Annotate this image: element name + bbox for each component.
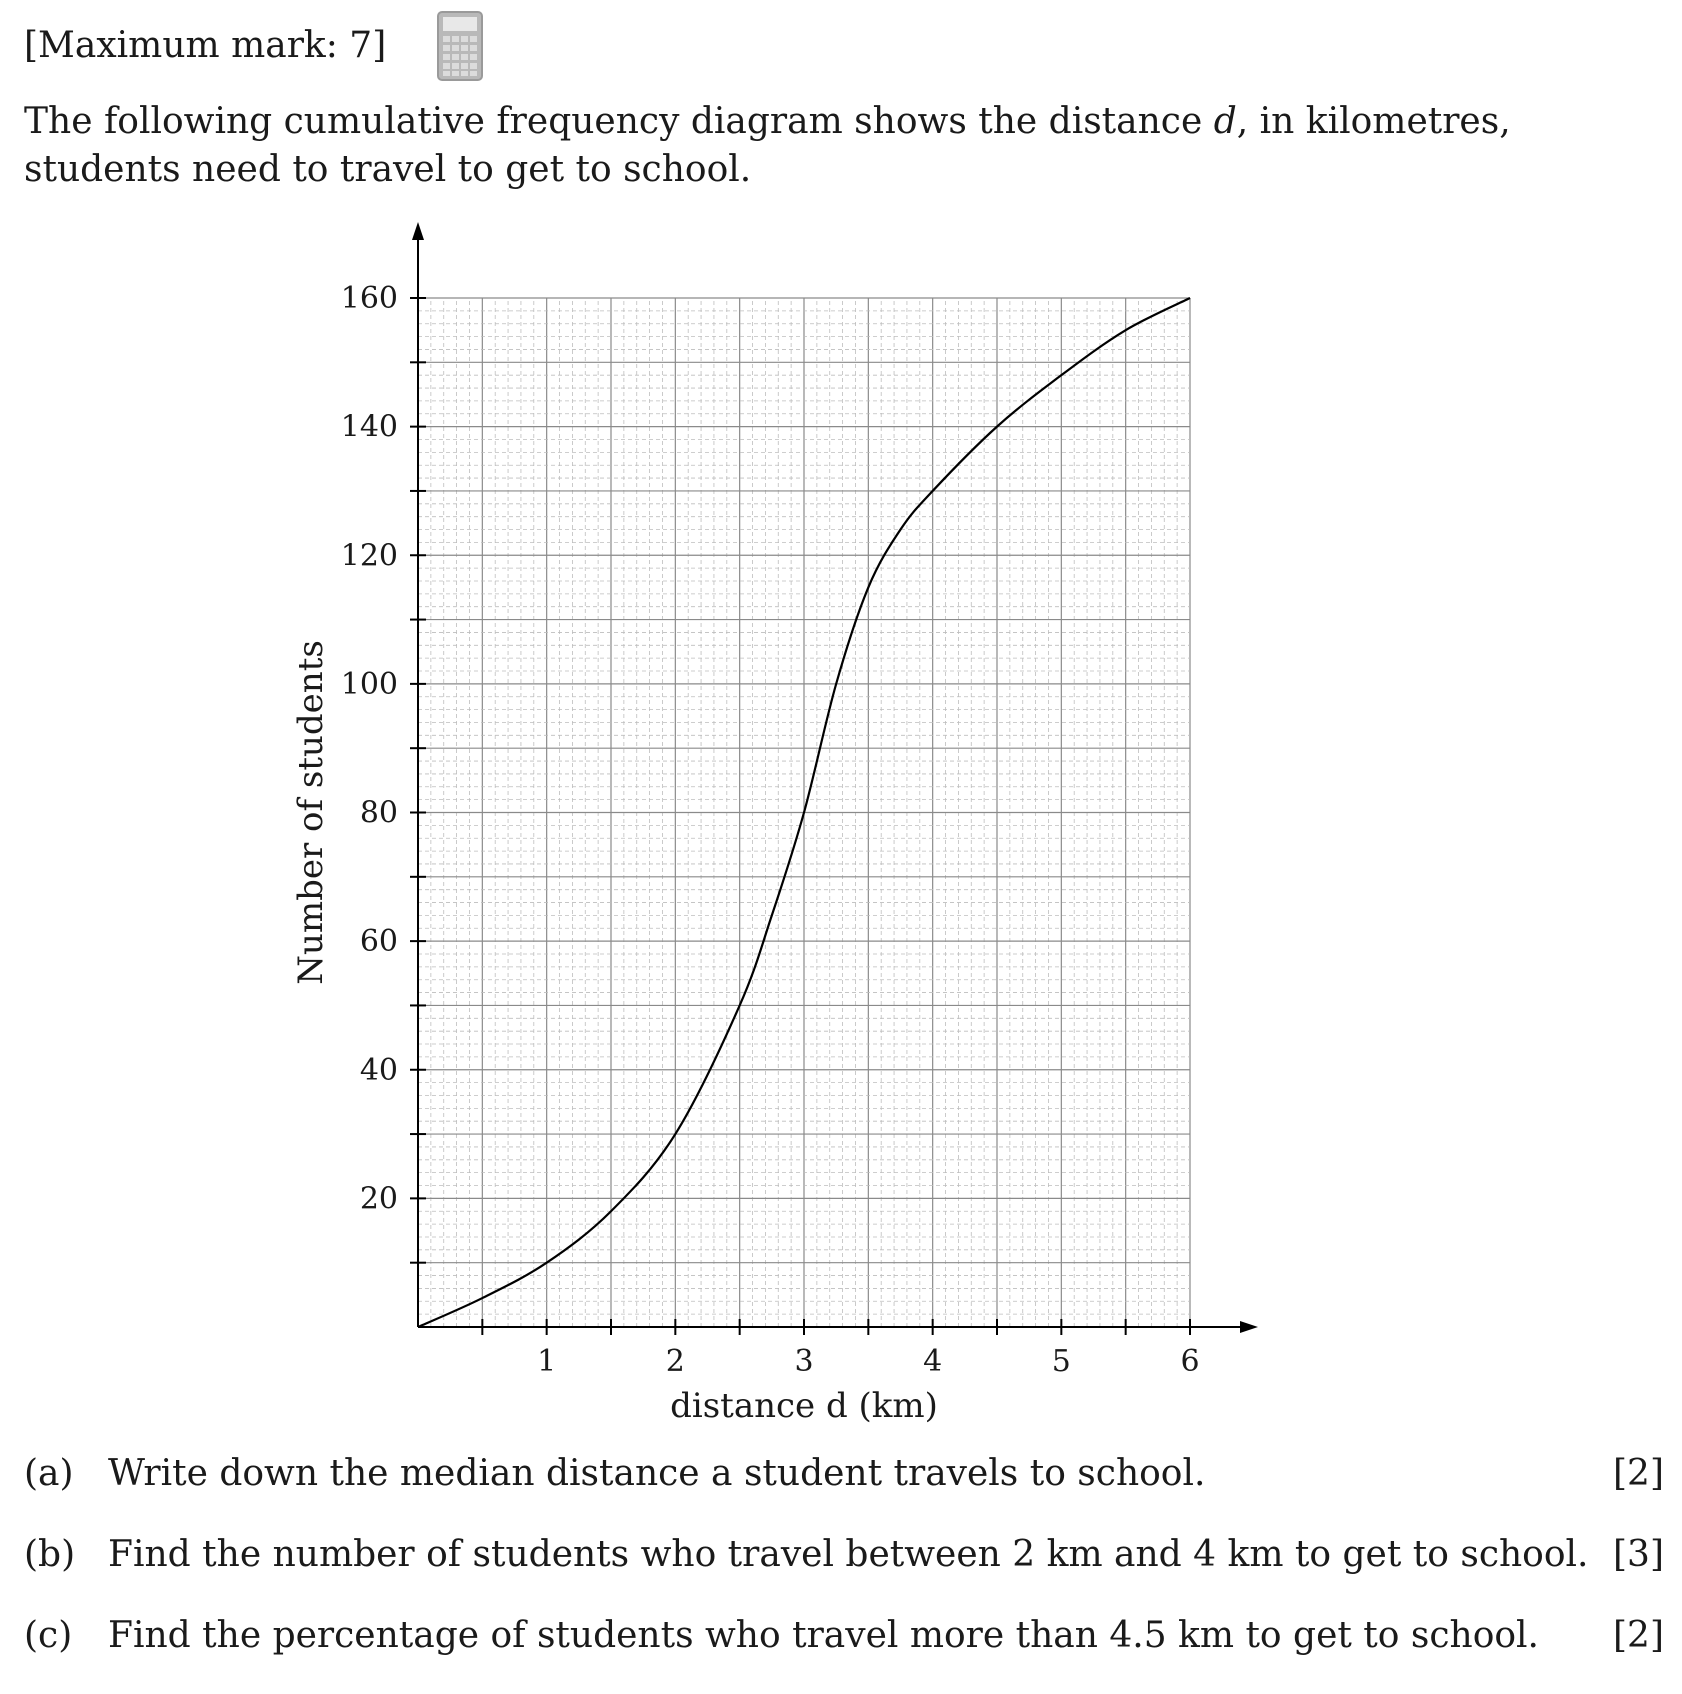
y-axis-label: Number of students bbox=[291, 640, 331, 985]
question-b-letter: (b) bbox=[24, 1534, 76, 1575]
x-tick-label: 1 bbox=[537, 1344, 557, 1379]
intro-variable: d bbox=[1213, 101, 1237, 142]
x-tick-label: 4 bbox=[923, 1344, 943, 1379]
intro-text bbox=[24, 98, 1644, 194]
chart bbox=[0, 220, 1682, 1440]
x-axis-label: distance d (km) bbox=[670, 1386, 938, 1426]
y-tick-label: 40 bbox=[359, 1052, 398, 1088]
intro-part2: , in kilometres, students need to travel to get to school. bbox=[24, 101, 1511, 190]
cumulative-frequency-chart bbox=[0, 220, 1682, 1440]
header bbox=[24, 10, 484, 82]
x-axis-arrow-icon bbox=[1240, 1321, 1258, 1333]
y-tick-label: 80 bbox=[359, 795, 398, 831]
y-axis-arrow-icon bbox=[412, 222, 424, 240]
question-b-text: Find the number of students who travel between 2 km and 4 km to get to school. bbox=[108, 1534, 1589, 1575]
question-a bbox=[24, 1450, 1664, 1498]
y-tick-label: 120 bbox=[340, 538, 398, 574]
question-a-text: Write down the median distance a student travels to school. bbox=[108, 1453, 1206, 1494]
question-b bbox=[24, 1531, 1664, 1579]
question-c-marks: [2] bbox=[1613, 1615, 1664, 1656]
x-tick-label: 6 bbox=[1180, 1344, 1200, 1379]
y-tick-label: 160 bbox=[340, 281, 398, 316]
y-tick-label: 100 bbox=[340, 666, 398, 702]
calculator-icon bbox=[436, 10, 484, 82]
maximum-mark: [Maximum mark: 7] bbox=[24, 25, 387, 66]
question-a-marks: [2] bbox=[1613, 1453, 1664, 1494]
x-tick-label: 2 bbox=[665, 1344, 685, 1379]
y-tick-label: 60 bbox=[359, 924, 398, 960]
x-tick-label: 3 bbox=[794, 1344, 814, 1379]
x-tick-label: 5 bbox=[1051, 1344, 1071, 1379]
question-c-text: Find the percentage of students who travel more than 4.5 km to get to school. bbox=[108, 1615, 1539, 1656]
y-tick-label: 140 bbox=[340, 409, 398, 445]
intro-part1: The following cumulative frequency diagram shows the distance bbox=[24, 101, 1214, 142]
question-c bbox=[24, 1612, 1664, 1660]
y-tick-label: 20 bbox=[359, 1181, 398, 1217]
question-b-marks: [3] bbox=[1613, 1534, 1664, 1575]
question-c-letter: (c) bbox=[24, 1615, 73, 1656]
question-a-letter: (a) bbox=[24, 1453, 74, 1494]
